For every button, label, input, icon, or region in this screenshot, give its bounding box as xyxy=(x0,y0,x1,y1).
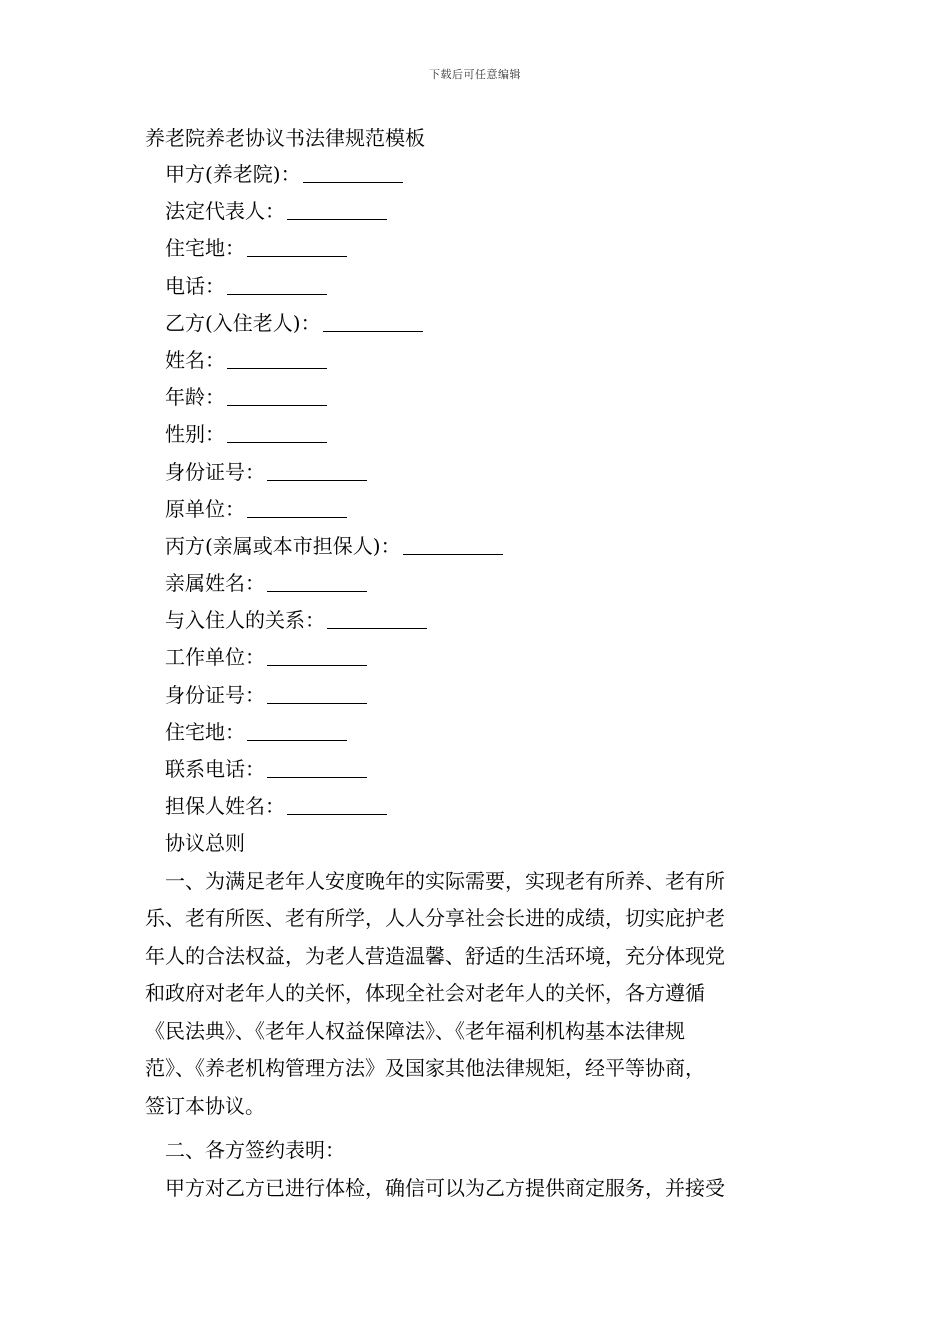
field-label: 电话： xyxy=(165,273,225,298)
fill-in-blank[interactable] xyxy=(267,641,367,666)
field-label: 亲属姓名： xyxy=(165,571,265,596)
field-label: 姓名： xyxy=(165,347,225,372)
field-age xyxy=(145,379,807,416)
fill-in-blank[interactable] xyxy=(247,232,347,257)
field-address xyxy=(145,230,807,267)
field-label: 法定代表人： xyxy=(165,199,285,224)
fill-in-blank[interactable] xyxy=(247,716,347,741)
paragraph-line: 乐、老有所医、老有所学，人人分享社会长进的成绩，切实庇护老 xyxy=(145,906,725,931)
field-label: 住宅地： xyxy=(165,719,245,744)
field-guarantor-name xyxy=(145,788,807,825)
document-body xyxy=(145,120,807,1207)
paragraph-line: 和政府对老年人的关怀，体现全社会对老年人的关怀，各方遵循 xyxy=(145,981,705,1006)
field-gender xyxy=(145,416,807,453)
fill-in-blank[interactable] xyxy=(267,567,367,592)
field-label: 担保人姓名： xyxy=(165,794,285,819)
fill-in-blank[interactable] xyxy=(287,790,387,815)
field-label: 原单位： xyxy=(165,496,245,521)
field-workplace xyxy=(145,639,807,676)
section-heading: 协议总则 xyxy=(165,831,245,856)
paragraph-line: 一、为满足老年人安度晚年的实际需要，实现老有所养、老有所 xyxy=(165,868,725,893)
field-label: 年龄： xyxy=(165,385,225,410)
field-label: 与入住人的关系： xyxy=(165,608,325,633)
clause-2-paragraph xyxy=(145,1170,807,1208)
paragraph-line: 甲方对乙方已进行体检，确信可以为乙方提供商定服务，并接受 xyxy=(165,1175,725,1200)
fill-in-blank[interactable] xyxy=(227,270,327,295)
field-party-a xyxy=(145,156,807,193)
paragraph-line: 《民法典》、《老年人权益保障法》、《老年福利机构基本法律规 xyxy=(145,1018,685,1043)
fill-in-blank[interactable] xyxy=(267,456,367,481)
fill-in-blank[interactable] xyxy=(267,753,367,778)
field-id-number xyxy=(145,454,807,491)
fill-in-blank[interactable] xyxy=(327,604,427,629)
paragraph-line: 范》、《养老机构管理方法》及国家其他法律规矩，经平等协商， xyxy=(145,1056,705,1081)
field-phone xyxy=(145,268,807,305)
fill-in-blank[interactable] xyxy=(267,679,367,704)
fill-in-blank[interactable] xyxy=(403,530,503,555)
fill-in-blank[interactable] xyxy=(247,493,347,518)
field-relative-name xyxy=(145,565,807,602)
field-relationship xyxy=(145,602,807,639)
fill-in-blank[interactable] xyxy=(227,344,327,369)
fill-in-blank[interactable] xyxy=(303,158,403,183)
clause-1-paragraph xyxy=(145,863,807,1126)
fill-in-blank[interactable] xyxy=(227,418,327,443)
field-legal-representative xyxy=(145,193,807,230)
clause-2-heading: 二、各方签约表明： xyxy=(165,1138,345,1163)
clause-2-heading-paragraph xyxy=(145,1132,807,1170)
field-address-c xyxy=(145,714,807,751)
field-label: 丙方(亲属或本市担保人)： xyxy=(165,533,401,558)
field-id-number-c xyxy=(145,677,807,714)
paragraph-line: 年人的合法权益，为老人营造温馨、舒适的生活环境，充分体现党 xyxy=(145,943,725,968)
field-party-c xyxy=(145,528,807,565)
document-title: 养老院养老协议书法律规范模板 xyxy=(145,126,425,150)
field-label: 甲方(养老院)： xyxy=(165,162,301,186)
field-label: 身份证号： xyxy=(165,682,265,707)
field-label: 工作单位： xyxy=(165,645,265,670)
field-contact-phone xyxy=(145,751,807,788)
field-former-employer xyxy=(145,491,807,528)
field-party-b xyxy=(145,305,807,342)
field-label: 乙方(入住老人)： xyxy=(165,310,321,335)
field-name xyxy=(145,342,807,379)
fill-in-blank[interactable] xyxy=(323,307,423,332)
fill-in-blank[interactable] xyxy=(227,381,327,406)
paragraph-line: 签订本协议。 xyxy=(145,1093,265,1118)
field-label: 联系电话： xyxy=(165,757,265,781)
fill-in-blank[interactable] xyxy=(287,195,387,220)
field-label: 身份证号： xyxy=(165,459,265,484)
field-label: 性别： xyxy=(165,422,225,447)
field-label: 住宅地： xyxy=(165,236,245,261)
header-note: 下载后可任意编辑 xyxy=(429,68,521,81)
